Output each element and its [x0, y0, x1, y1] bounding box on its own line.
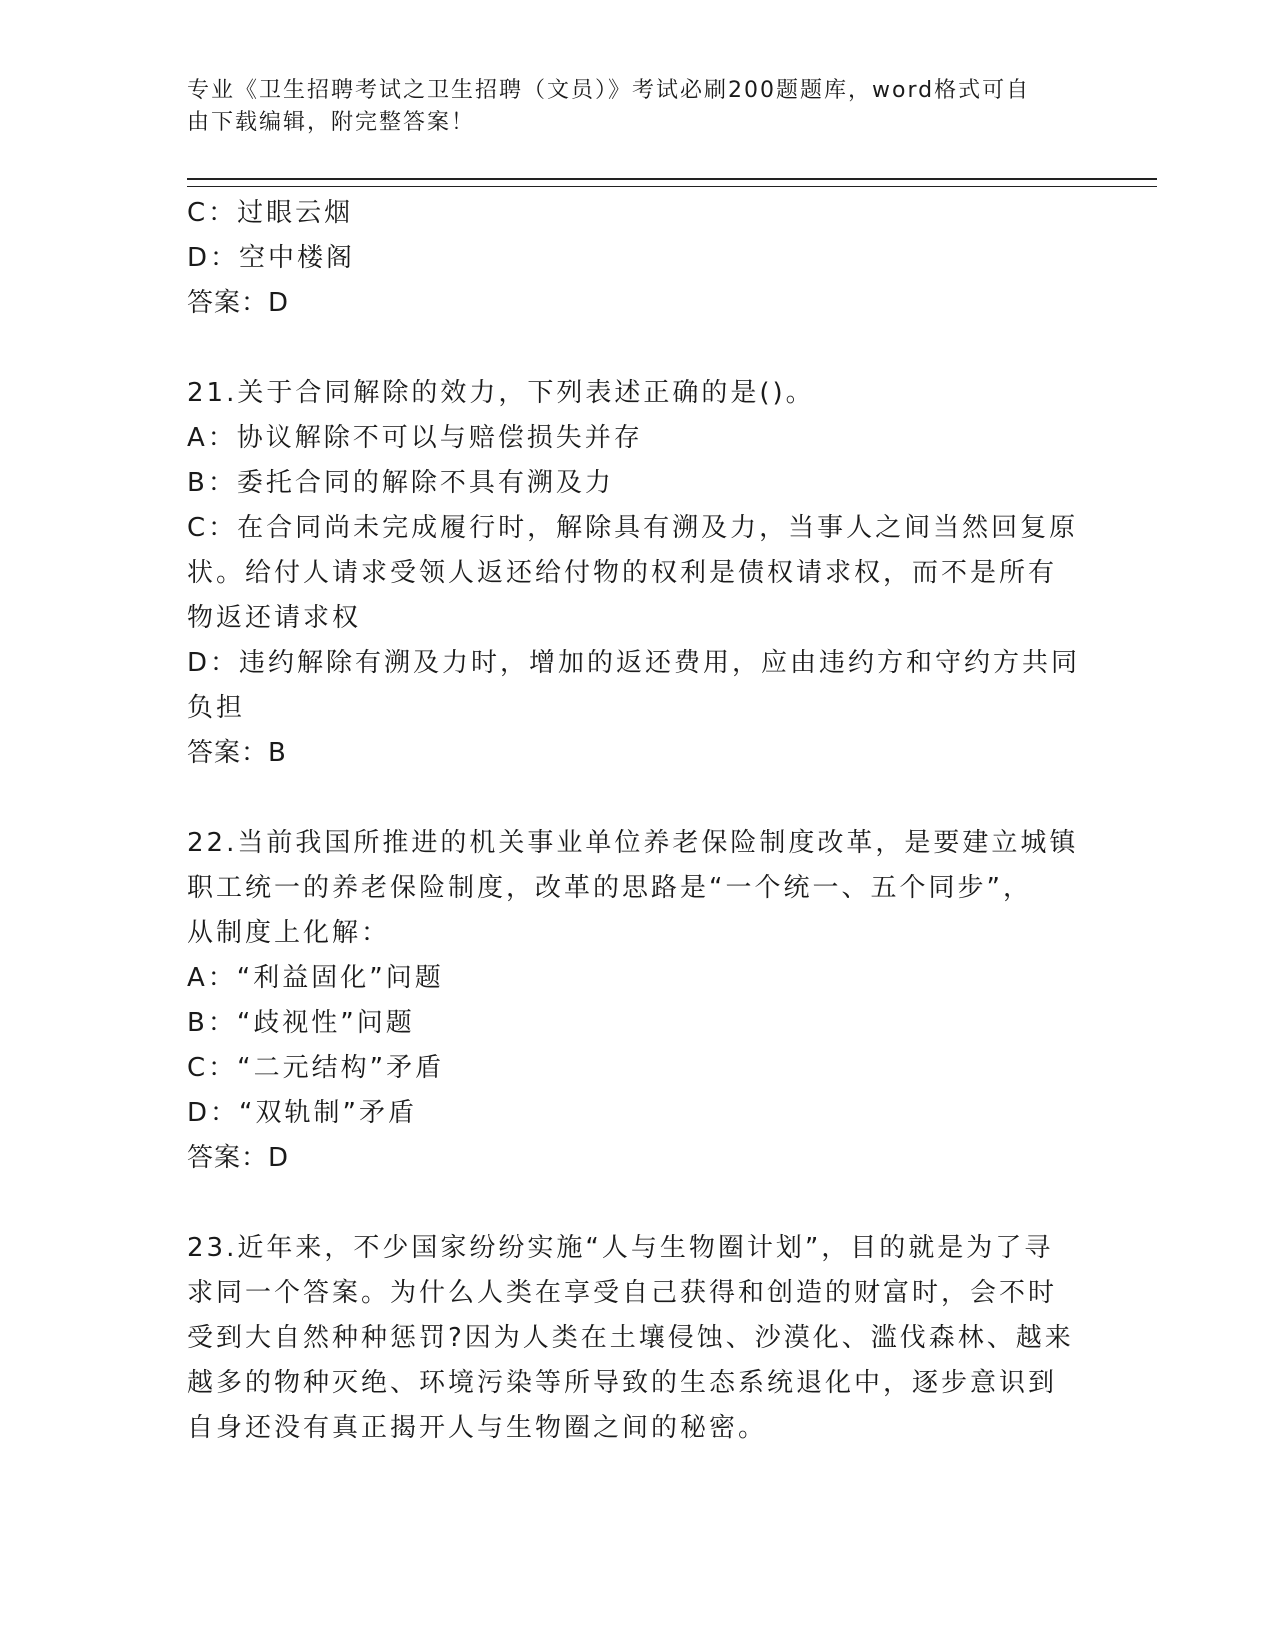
question-stem: 22.当前我国所推进的机关事业单位养老保险制度改革，是要建立城镇: [187, 828, 1079, 858]
question-stem: 23.近年来，不少国家纷纷实施“人与生物圈计划”，目的就是为了寻: [187, 1233, 1054, 1263]
option-line: A：协议解除不可以与赔偿损失并存: [187, 423, 643, 453]
option-line: 状。给付人请求受领人返还给付物的权利是债权请求权，而不是所有: [187, 558, 1058, 588]
option-line: B：“歧视性”问题: [187, 1008, 415, 1038]
page-header: [187, 75, 1067, 139]
option-line: C：“二元结构”矛盾: [187, 1053, 445, 1083]
option-line: D：“双轨制”矛盾: [187, 1098, 417, 1128]
answer-line: 答案：B: [187, 738, 287, 768]
question-stem: 求同一个答案。为什么人类在享受自己获得和创造的财富时，会不时: [187, 1278, 1058, 1308]
question-stem: 21.关于合同解除的效力，下列表述正确的是()。: [187, 378, 815, 408]
spacer: [187, 776, 1087, 821]
option-line: D：空中楼阁: [187, 243, 356, 273]
header-title-line-2: 由下载编辑，附完整答案！: [187, 110, 476, 135]
option-line: B：委托合同的解除不具有溯及力: [187, 468, 614, 498]
question-content: [187, 191, 1087, 1451]
option-line: 负担: [187, 693, 246, 723]
question-stem: 受到大自然种种惩罚?因为人类在土壤侵蚀、沙漠化、滥伐森林、越来: [187, 1323, 1074, 1353]
answer-line: 答案：D: [187, 288, 290, 318]
question-stem: 自身还没有真正揭开人与生物圈之间的秘密。: [187, 1413, 768, 1443]
option-line: 物返还请求权: [187, 603, 362, 633]
option-line: A：“利益固化”问题: [187, 963, 444, 993]
question-stem: 从制度上化解：: [187, 918, 391, 948]
answer-line: 答案：D: [187, 1143, 290, 1173]
spacer: [187, 1181, 1087, 1226]
header-title-line-1: 专业《卫生招聘考试之卫生招聘（文员）》考试必刷200题题库，word格式可自: [187, 78, 1031, 103]
spacer: [187, 326, 1087, 371]
option-line: C：在合同尚未完成履行时，解除具有溯及力，当事人之间当然回复原: [187, 513, 1079, 543]
option-line: D：违约解除有溯及力时，增加的返还费用，应由违约方和守约方共同: [187, 648, 1081, 678]
header-divider: [187, 178, 1157, 187]
question-stem: 越多的物种灭绝、环境污染等所导致的生态系统退化中，逐步意识到: [187, 1368, 1058, 1398]
question-stem: 职工统一的养老保险制度，改革的思路是“一个统一、五个同步”，: [187, 873, 1032, 903]
option-line: C：过眼云烟: [187, 198, 354, 228]
